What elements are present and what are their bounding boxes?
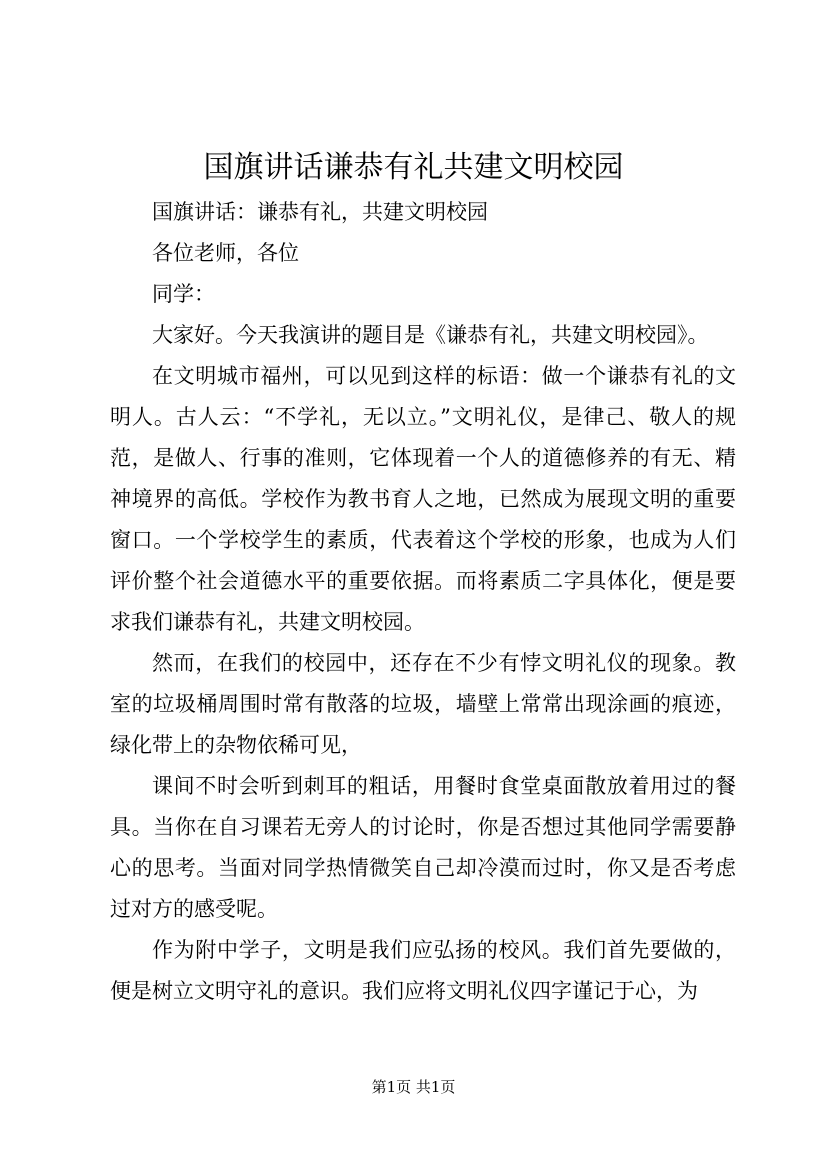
paragraph-salutation-1: 各位老师，各位	[152, 241, 299, 265]
paragraph-body-2: 然而，在我们的校园中，还存在不少有悖文明礼仪的现象。教室的垃圾桶周围时常有散落的垃圾，墙壁上常常出现涂画的痕迹，绿化带上的杂物依稀可见，	[110, 651, 736, 757]
paragraph-body-4: 作为附中学子，文明是我们应弘扬的校风。我们首先要做的，便是树立文明守礼的意识。我们应将文明礼仪四字谨记于心，为	[110, 938, 736, 1003]
paragraph-greeting: 大家好。今天我演讲的题目是《谦恭有礼，共建文明校园》。	[152, 323, 709, 347]
document-body	[110, 192, 736, 1012]
paragraph-salutation-2: 同学：	[152, 282, 215, 306]
document-title: 国旗讲话谦恭有礼共建文明校园	[203, 150, 624, 185]
paragraph-heading: 国旗讲话：谦恭有礼，共建文明校园	[152, 200, 488, 224]
page-footer: 第1页 共1页	[371, 1078, 456, 1096]
paragraph-body-3: 课间不时会听到刺耳的粗话，用餐时食堂桌面散放着用过的餐具。当你在自习课若无旁人的讨论时，你是否想过其他同学需要静心的思考。当面对同学热情微笑自己却冷漠而过时，你又是否考虑过对方的感受呢。	[110, 774, 736, 921]
paragraph-body-1: 在文明城市福州，可以见到这样的标语：做一个谦恭有礼的文明人。古人云：“不学礼，无以立。”文明礼仪，是律己、敬人的规范，是做人、行事的准则，它体现着一个人的道德修养的有无、精神境界的高低。学校作为教书育人之地，已然成为展现文明的重要窗口。一个学校学生的素质，代表着这个学校的形象，也成为人们评价整个社会道德水平的重要依据。而将素质二字具体化，便是要求我们谦恭有礼，共建文明校园。	[110, 364, 736, 634]
